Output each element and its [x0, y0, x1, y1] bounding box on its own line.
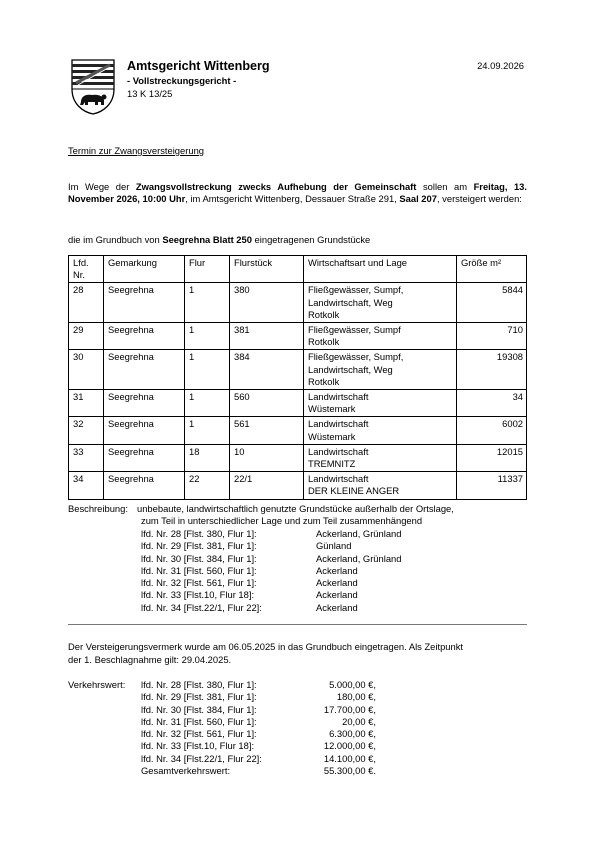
cell-flur: 1: [185, 323, 230, 350]
intro-paragraph: [68, 181, 527, 205]
cell-gemarkung: Seegrehna: [104, 472, 185, 499]
cell-art: [304, 323, 457, 350]
cell-art-line: Landwirtschaft, Weg: [308, 296, 393, 308]
table-row: [69, 283, 527, 323]
description-line-1: unbebaute, landwirtschaftlich genutzte Grundstücke außerhalb der Ortslage,: [137, 503, 454, 514]
list-item: [141, 589, 401, 601]
usage-type: Ackerland: [316, 564, 358, 576]
court-division: - Vollstreckungsgericht -: [127, 75, 237, 86]
value-ref: lfd. Nr. 29 [Flst. 381, Flur 1]:: [141, 691, 257, 703]
cell-flurstueck: 561: [230, 417, 304, 444]
intro-date: Freitag, 13. November 2026, 10:00 Uhr: [68, 181, 527, 205]
list-item: [141, 577, 401, 589]
cell-art: [304, 350, 457, 390]
usage-ref: lfd. Nr. 28 [Flst. 380, Flur 1]:: [141, 528, 257, 539]
usage-type: Günland: [316, 540, 352, 552]
cell-art-line: Fließgewässer, Sumpf,: [308, 351, 404, 363]
cell-art-line: Fließgewässer, Sumpf: [308, 324, 401, 336]
cell-flur: 22: [185, 472, 230, 499]
cell-nr: 30: [69, 350, 104, 390]
total-label: Gesamtverkehrswert:: [141, 765, 231, 777]
cell-art: [304, 283, 457, 323]
value-amount: 6.300,00 €,: [329, 728, 376, 740]
cell-groesse: 11337: [457, 472, 527, 499]
list-item: [141, 602, 401, 614]
vermerk-line-1: Der Versteigerungsvermerk wurde am 06.05.2025 in das Grundbuch eingetragen. Als Zeitpunkt: [68, 641, 464, 652]
col-header-gemarkung: Gemarkung: [104, 256, 185, 283]
grundbuch-book: Seegrehna Blatt 250: [162, 234, 252, 245]
cell-art-line: Rotkolk: [308, 336, 340, 348]
table-row: [69, 390, 527, 417]
list-item: [141, 753, 376, 765]
intro-text-2: sollen am: [416, 181, 474, 192]
table-row: [69, 417, 527, 444]
list-item: [141, 691, 376, 703]
list-item: [141, 540, 401, 552]
usage-ref: lfd. Nr. 32 [Flst. 561, Flur 1]:: [141, 577, 257, 589]
intro-text-1: Im Wege der: [68, 181, 136, 192]
col-header-groesse: Größe m²: [457, 256, 527, 283]
cell-flur: 1: [185, 350, 230, 390]
intro-room: Saal 207: [399, 193, 437, 205]
cell-gemarkung: Seegrehna: [104, 283, 185, 323]
usage-list: [141, 528, 401, 614]
usage-ref: lfd. Nr. 34 [Flst.22/1, Flur 22]:: [141, 601, 262, 613]
cell-flur: 1: [185, 283, 230, 323]
list-item: [141, 704, 376, 716]
list-item: [141, 528, 401, 540]
col-header-flurstueck: Flurstück: [230, 256, 304, 283]
cell-flurstueck: 384: [230, 350, 304, 390]
cell-art-line: Landwirtschaft: [308, 473, 369, 485]
intro-text-4: , versteigert werden:: [436, 193, 522, 205]
table-header-row: [69, 256, 527, 283]
value-amount: 5.000,00 €,: [329, 679, 376, 690]
value-ref: lfd. Nr. 28 [Flst. 380, Flur 1]:: [141, 679, 257, 690]
list-item: [141, 728, 376, 740]
cell-groesse: 5844: [457, 283, 527, 323]
cell-nr: 34: [69, 472, 104, 499]
document-title: Termin zur Zwangsversteigerung: [68, 145, 204, 156]
grundbuch-suffix: eingetragenen Grundstücke: [251, 234, 371, 245]
table-row: [69, 350, 527, 390]
cell-art-line: Rotkolk: [308, 308, 340, 320]
value-amount: 180,00 €,: [336, 691, 376, 703]
col-header-art: Wirtschaftsart und Lage: [304, 256, 457, 283]
col-header-nr: Lfd. Nr.: [69, 256, 104, 283]
list-item: [141, 679, 376, 691]
usage-ref: lfd. Nr. 31 [Flst. 560, Flur 1]:: [141, 564, 257, 576]
cell-flurstueck: 381: [230, 323, 304, 350]
cell-groesse: 34: [457, 390, 527, 417]
value-ref: lfd. Nr. 30 [Flst. 384, Flur 1]:: [141, 703, 257, 715]
cell-nr: 28: [69, 283, 104, 323]
usage-type: Ackerland, Grünland: [316, 528, 402, 539]
cell-groesse: 710: [457, 323, 527, 350]
cell-gemarkung: Seegrehna: [104, 323, 185, 350]
usage-ref: lfd. Nr. 29 [Flst. 381, Flur 1]:: [141, 540, 257, 552]
cell-art-line: Wüstemark: [308, 403, 356, 415]
table-row: [69, 472, 527, 499]
grundbuch-line: [68, 234, 370, 246]
document-date: 24.09.2026: [477, 60, 524, 71]
cell-nr: 33: [69, 444, 104, 471]
cell-art: [304, 390, 457, 417]
vermerk-line-2: der 1. Beschlagnahme gilt: 29.04.2025.: [68, 654, 232, 665]
list-item: [141, 553, 401, 565]
cell-art: [304, 417, 457, 444]
usage-type: Ackerland: [316, 601, 358, 613]
cell-gemarkung: Seegrehna: [104, 417, 185, 444]
cell-flurstueck: 10: [230, 444, 304, 471]
cell-gemarkung: Seegrehna: [104, 444, 185, 471]
cell-art-line: TREMNITZ: [308, 458, 356, 470]
cell-flurstueck: 22/1: [230, 472, 304, 499]
value-ref: lfd. Nr. 31 [Flst. 560, Flur 1]:: [141, 715, 257, 727]
usage-type: Ackerland, Grünland: [316, 552, 402, 564]
cell-gemarkung: Seegrehna: [104, 390, 185, 417]
description-line-2: zum Teil in unterschiedlicher Lage und zum Teil zusammenhängend: [141, 515, 423, 526]
cell-art-line: Landwirtschaft: [308, 445, 369, 457]
value-amount: 20,00 €,: [342, 715, 376, 727]
usage-type: Ackerland: [316, 589, 358, 601]
cell-nr: 32: [69, 417, 104, 444]
list-item: [141, 565, 401, 577]
description-label: Beschreibung:: [68, 503, 128, 514]
property-table: [68, 255, 527, 500]
list-item: [141, 740, 376, 752]
value-ref: lfd. Nr. 32 [Flst. 561, Flur 1]:: [141, 728, 257, 740]
col-header-flur: Flur: [185, 256, 230, 283]
file-number: 13 K 13/25: [127, 88, 173, 99]
cell-nr: 31: [69, 390, 104, 417]
verkehrswert-label: Verkehrswert:: [68, 679, 126, 690]
usage-type: Ackerland: [316, 577, 358, 589]
value-ref: lfd. Nr. 34 [Flst.22/1, Flur 22]:: [141, 752, 262, 764]
value-ref: lfd. Nr. 33 [Flst.10, Flur 18]:: [141, 740, 255, 752]
cell-nr: 29: [69, 323, 104, 350]
cell-flur: 18: [185, 444, 230, 471]
cell-gemarkung: Seegrehna: [104, 350, 185, 390]
total-value: 55.300,00 €.: [323, 765, 376, 777]
divider: [68, 624, 527, 625]
value-amount: 17.700,00 €,: [323, 703, 376, 715]
table-row: [69, 323, 527, 350]
court-name: Amtsgericht Wittenberg: [127, 59, 270, 73]
value-amount: 14.100,00 €,: [323, 752, 376, 764]
intro-procedure: Zwangsvollstreckung zwecks Aufhebung der Gemeinschaft: [135, 181, 417, 192]
cell-art-line: DER KLEINE ANGER: [308, 485, 400, 497]
cell-art-line: Landwirtschaft, Weg: [308, 363, 393, 375]
cell-groesse: 6002: [457, 417, 527, 444]
cell-groesse: 19308: [457, 350, 527, 390]
cell-flur: 1: [185, 417, 230, 444]
cell-art-line: Fließgewässer, Sumpf,: [308, 284, 404, 296]
cell-art-line: Landwirtschaft: [308, 391, 369, 403]
coat-of-arms-logo: [70, 59, 116, 115]
value-list: [141, 679, 376, 777]
usage-ref: lfd. Nr. 33 [Flst.10, Flur 18]:: [141, 589, 255, 601]
cell-art-line: Wüstemark: [308, 430, 356, 442]
cell-art-line: Rotkolk: [308, 375, 340, 387]
cell-groesse: 12015: [457, 444, 527, 471]
table-row: [69, 444, 527, 471]
cell-art: [304, 472, 457, 499]
total-row: [141, 765, 376, 777]
cell-flurstueck: 380: [230, 283, 304, 323]
cell-art: [304, 444, 457, 471]
intro-text-3: , im Amtsgericht Wittenberg, Dessauer Straße 291,: [185, 193, 400, 205]
cell-art-line: Landwirtschaft: [308, 418, 369, 430]
value-amount: 12.000,00 €,: [323, 740, 376, 752]
cell-flurstueck: 560: [230, 390, 304, 417]
usage-ref: lfd. Nr. 30 [Flst. 384, Flur 1]:: [141, 552, 257, 564]
list-item: [141, 716, 376, 728]
cell-flur: 1: [185, 390, 230, 417]
grundbuch-prefix: die im Grundbuch von: [68, 234, 163, 245]
